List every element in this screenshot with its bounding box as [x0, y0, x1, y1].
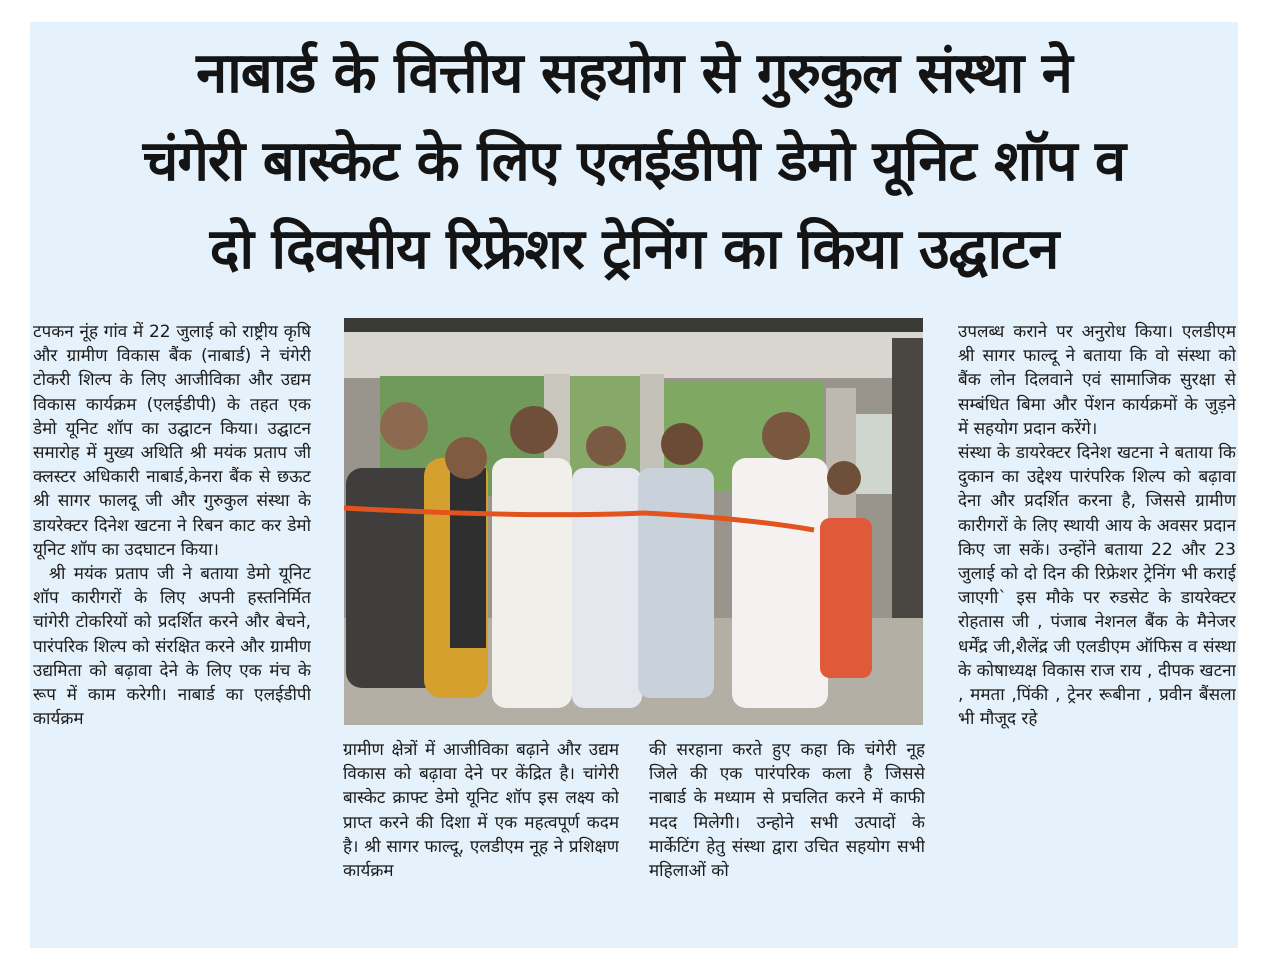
headline-line-2: चंगेरी बास्केट के लिए एलईडीपी डेमो यूनिट शॉप व [142, 129, 1126, 194]
headline [30, 30, 1238, 294]
headline-line-1: नाबार्ड के वित्तीय सहयोग से गुरुकुल संस्था ने [196, 41, 1072, 106]
photo-illustration [344, 318, 923, 725]
column4-paragraph-2: संस्था के डायरेक्टर दिनेश खटना ने बताया कि दुकान का उद्देश्य पारंपरिक शिल्प को बढ़ावा देना और प्रदर्शित करना है, जिससे ग्रामीण कारीगरों के लिए स्थायी आय के अवसर प्रदान किए जा सकें। उन्होंने बताया 22 और 23 जुलाई को दो दिन की रिफ्रेशर ट्रेनिंग भी कराई जाएगी` इस मौके पर रुडसेट के डायरेक्टर रोहतास जी , पंजाब नेशनल बैंक के मैनेजर धर्मेंद्र जी,शैलेंद्र जी एलडीएम ऑफिस व संस्था के कोषाध्यक्ष विकास राज राय , दीपक खटना , ममता ,पिंकी , ट्रेनर रूबीना , प्रवीन बैंसला भी मौजूद रहे [958, 443, 1236, 730]
column2-paragraph: ग्रामीण क्षेत्रों में आजीविका बढ़ाने और उद्यम विकास को बढ़ावा देने पर केंद्रित है। चांगेरी बास्केट क्राफ्ट डेमो यूनिट शॉप इस लक्ष्य को प्राप्त करने की दिशा में एक महत्वपूर्ण कदम है। श्री सागर फाल्दू, एलडीएम नूह ने प्रशिक्षण कार्यक्रम [343, 740, 619, 882]
column1-paragraph-1: टपकन नूंह गांव में 22 जुलाई को राष्ट्रीय कृषि और ग्रामीण विकास बैंक (नाबार्ड) ने चंगेरी टोकरी शिल्प के लिए आजीविका और उद्यम विकास कार्यक्रम (एलईडीपी) के तहत एक डेमो यूनिट शॉप का उद्घाटन किया। उद्घाटन समारोह में मुख्य अथिति श्री मयंक प्रताप जी क्लस्टर अधिकारी नाबार्ड,केनरा बैंक से छऊट श्री सागर फालदू जी और गुरुकुल संस्था के डायरेक्टर दिनेश खटना ने रिबन काट कर डेमो यूनिट शॉप का उदघाटन किया। [33, 322, 311, 560]
article-column-2 [343, 738, 619, 938]
column3-paragraph: की सरहाना करते हुए कहा कि चंगेरी नूह जिले की एक पारंपरिक कला है जिससे नाबार्ड के मध्याम से प्रचलित करने में काफी मदद मिलेगी। उन्होने सभी उत्पादों के मार्केटिंग हेतु संस्था द्वारा उचित सहयोग सभी महिलाओं को [649, 740, 925, 882]
article-column-3 [649, 738, 925, 938]
headline-line-3: दो दिवसीय रिफ्रेशर ट्रेनिंग का किया उद्घाटन [209, 217, 1059, 282]
column1-paragraph-2: श्री मयंक प्रताप जी ने बताया डेमो यूनिट शॉप कारीगरों के लिए अपनी हस्तनिर्मित चांगेरी टोकरियों को प्रदर्शित करने और बेचने, पारंपरिक शिल्प को संरक्षित करने और ग्रामीण उद्यमिता को बढ़ावा देने के लिए एक मंच के रूप में काम करेगी। नाबार्ड का एलईडीपी कार्यक्रम [33, 564, 311, 730]
article-column-4 [958, 320, 1236, 940]
article-column-1 [33, 320, 311, 940]
ribbon-cutting-photo [344, 318, 923, 725]
column4-paragraph-1: उपलब्ध कराने पर अनुरोध किया। एलडीएम श्री सागर फाल्दू ने बताया कि वो संस्था को बैंक लोन दिलवाने एवं सामाजिक सुरक्षा से सम्बंधित बिमा और पेंशन कार्यक्रमों के जुड़ने में सहयोग प्रदान करेंगे। [958, 322, 1236, 439]
